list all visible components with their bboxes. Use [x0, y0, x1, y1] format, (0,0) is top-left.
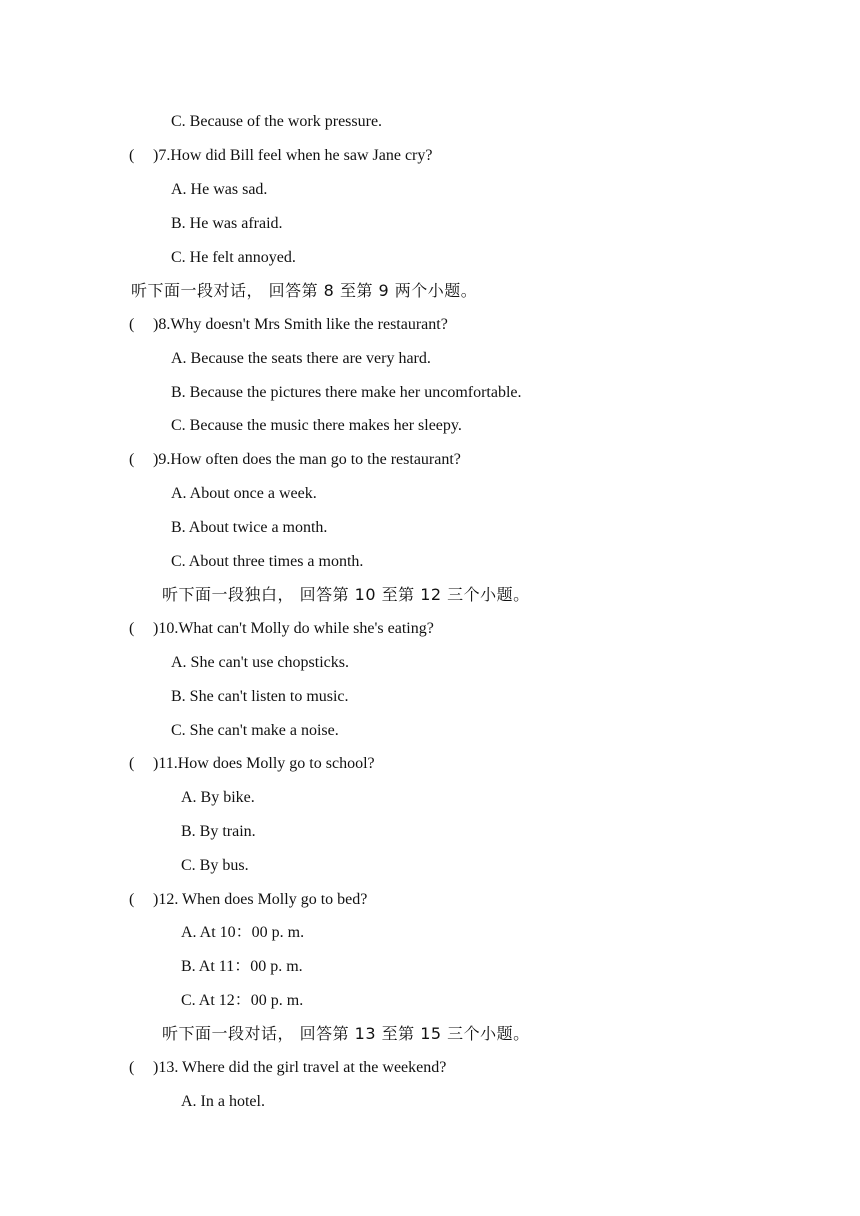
option-text: A. She can't use chopsticks. — [171, 654, 349, 671]
question-12 — [129, 890, 367, 910]
question-text: )12. When does Molly go to bed? — [153, 891, 368, 908]
option-text: B. By train. — [181, 823, 256, 840]
section-instruction: 听下面一段对话， 回答第 8 至第 9 两个小题。 — [131, 281, 478, 300]
option-text: C. Because the music there makes her sleepy. — [171, 417, 462, 434]
question-text: )10.What can't Molly do while she's eating? — [153, 620, 434, 637]
question-text: )8.Why doesn't Mrs Smith like the restaurant? — [153, 316, 448, 333]
option-text: B. She can't listen to music. — [171, 688, 349, 705]
option-text: A. By bike. — [181, 789, 255, 806]
answer-blank: ( — [129, 620, 135, 637]
question-8 — [129, 315, 448, 335]
option-text: C. Because of the work pressure. — [171, 113, 383, 130]
answer-blank: ( — [129, 891, 135, 908]
section-instruction: 听下面一段独白， 回答第 10 至第 12 三个小题。 — [162, 585, 530, 604]
question-text: )13. Where did the girl travel at the weekend? — [153, 1059, 447, 1076]
question-9 — [129, 450, 461, 470]
option-text: A. He was sad. — [171, 181, 268, 198]
question-11 — [129, 754, 375, 774]
option-text: B. At 11：00 p. m. — [181, 958, 303, 975]
question-10 — [129, 619, 434, 639]
option-text: B. He was afraid. — [171, 215, 283, 232]
answer-blank: ( — [129, 755, 135, 772]
option-text: A. Because the seats there are very hard. — [171, 350, 431, 367]
answer-blank: ( — [129, 451, 135, 468]
option-text: A. At 10：00 p. m. — [181, 924, 305, 941]
answer-blank: ( — [129, 1059, 135, 1076]
section-instruction: 听下面一段对话， 回答第 13 至第 15 三个小题。 — [162, 1024, 530, 1043]
answer-blank: ( — [129, 147, 135, 164]
question-text: )7.How did Bill feel when he saw Jane cry? — [153, 147, 433, 164]
option-text: B. Because the pictures there make her uncomfortable. — [171, 384, 522, 401]
option-text: C. By bus. — [181, 857, 249, 874]
answer-blank: ( — [129, 316, 135, 333]
option-text: C. She can't make a noise. — [171, 722, 339, 739]
option-text: A. In a hotel. — [181, 1093, 265, 1110]
option-text: B. About twice a month. — [171, 519, 328, 536]
option-text: A. About once a week. — [171, 485, 317, 502]
question-text: )9.How often does the man go to the restaurant? — [153, 451, 461, 468]
option-text: C. About three times a month. — [171, 553, 364, 570]
option-text: C. He felt annoyed. — [171, 249, 296, 266]
question-13 — [129, 1058, 446, 1078]
question-text: )11.How does Molly go to school? — [153, 755, 375, 772]
option-text: C. At 12：00 p. m. — [181, 992, 304, 1009]
question-7 — [129, 146, 432, 166]
